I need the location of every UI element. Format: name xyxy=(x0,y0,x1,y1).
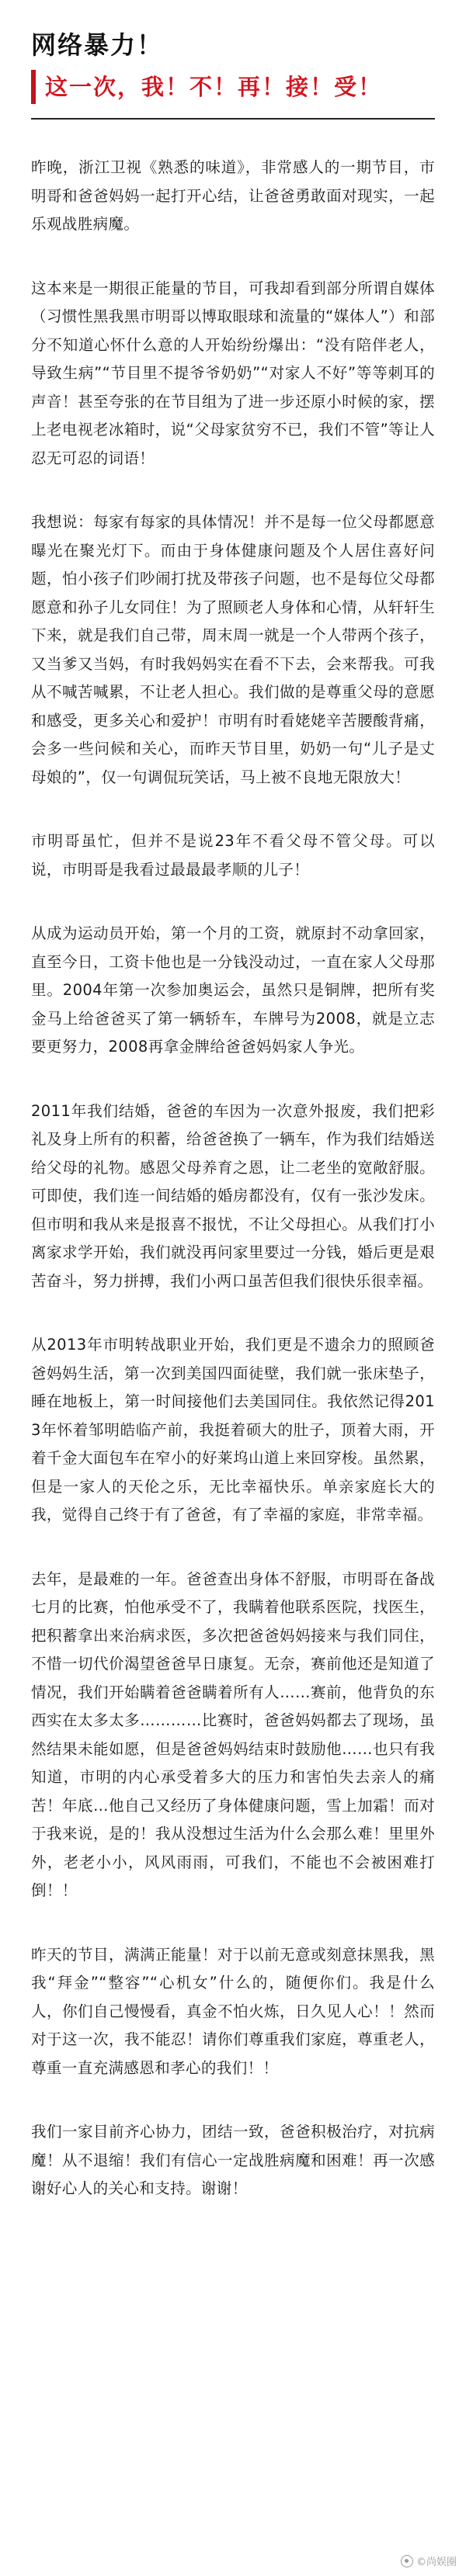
header-divider xyxy=(31,118,435,120)
article-body xyxy=(31,154,435,2203)
paragraph: 我想说：每家有每家的具体情况！并不是每一位父母都愿意曝光在聚光灯下。而由于身体健康问题及个人居住喜好问题，怕小孩子们吵闹打扰及带孩子问题，也不是每位父母都愿意和孙子儿女同住！为了照顾老人身体和心情，从轩轩生下来，就是我们自己带，周末周一就是一个人带两个孩子，又当爹又当妈，有时我妈妈实在看不下去，会来帮我。可我从不喊苦喊累，不让老人担心。我们做的是尊重父母的意愿和感受，更多关心和爱护！市明有时看姥姥辛苦腰酸背痛，会多一些问候和关心，而昨天节目里，奶奶一句“儿子是丈母娘的”，仅一句调侃玩笑话，马上被不良地无限放大！ xyxy=(31,513,435,786)
paragraph: 昨天的节目，满满正能量！对于以前无意或刻意抹黑我，黑我“拜金”“整容”“心机女”什么的，随便你们。我是什么人，你们自己慢慢看，真金不怕火炼，日久见人心！！然而对于这一次，我不能忍！请你们尊重我们家庭，尊重老人，尊重一直充满感恩和孝心的我们！！ xyxy=(31,1945,435,2077)
watermark xyxy=(401,2553,457,2568)
paragraph: 这本来是一期很正能量的节目，可我却看到部分所谓自媒体（习惯性黑我黑市明哥以博取眼球和流量的“媒体人”）和部分不知道心怀什么意的人开始纷纷爆出：“没有陪伴老人，导致生病”“节目里不提爷爷奶奶”“对家人不好”等等刺耳的声音！甚至夸张的在节目组为了进一步还原小时候的家，摆上老电视老冰箱时，说“父母家贫穷不已，我们不管”等让人忍无可忍的词语！ xyxy=(31,279,435,467)
paragraph: 我们一家目前齐心协力，团结一致，爸爸积极治疗，对抗病魔！从不退缩！我们有信心一定战胜病魔和困难！再一次感谢好心人的关心和支持。谢谢！ xyxy=(31,2123,435,2197)
watermark-text: ©尚娱圈 xyxy=(416,2557,457,2568)
article-subtitle: 这一次，我！不！再！接！受！ xyxy=(45,74,383,100)
article-header xyxy=(31,0,435,120)
paragraph: 从成为运动员开始，第一个月的工资，就原封不动拿回家，直至今日，工资卡他也是一分钱没动过，一直在家人父母那里。2004年第一次参加奥运会，虽然只是铜牌，把所有奖金马上给爸爸买了第一辆轿车，车牌号为2008，就是立志要更努力，2008再拿金牌给爸爸妈妈家人争光。 xyxy=(31,924,435,1056)
weibo-camera-icon xyxy=(401,2555,413,2567)
paragraph: 2011年我们结婚，爸爸的车因为一次意外报废，我们把彩礼及身上所有的积蓄，给爸爸换了一辆车，作为我们结婚送给父母的礼物。感恩父母养育之恩，让二老坐的宽敞舒服。可即使，我们连一间结婚的婚房都没有，仅有一张沙发床。但市明和我从来是报喜不报忧，不让父母担心。从我们打小离家求学开始，我们就没再问家里要过一分钱，婚后更是艰苦奋斗，努力拼搏，我们小两口虽苦但我们很快乐很幸福。 xyxy=(31,1101,435,1290)
paragraph: 从2013年市明转战职业开始，我们更是不遗余力的照顾爸爸妈妈生活，第一次到美国四面徒壁，我们就一张床垫子，睡在地板上，第一时间接他们去美国同住。我依然记得2013年怀着邹明皓临产前，我挺着硕大的肚子，顶着大雨，开着千金大面包车在窄小的好莱坞山道上来回穿梭。虽然累，但是一家人的天伦之乐，无比幸福快乐。单亲家庭长大的我，觉得自己终于有了爸爸，有了幸福的家庭，非常幸福。 xyxy=(31,1336,435,1524)
article-title: 网络暴力！ xyxy=(31,30,164,60)
subtitle-block xyxy=(31,70,435,104)
paragraph: 市明哥虽忙，但并不是说23年不看父母不管父母。可以说，市明哥是我看过最最最孝顺的儿子！ xyxy=(31,832,435,879)
paragraph: 去年，是最难的一年。爸爸查出身体不舒服，市明哥在备战七月的比赛，怕他承受不了，我瞒着他联系医院，找医生，把积蓄拿出来治病求医，多次把爸爸妈妈接来与我们同住，不惜一切代价渴望爸爸早日康复。无奈，赛前他还是知道了情况，我们开始瞒着爸爸瞒着所有人……赛前，他背负的东西实在太多太多…………比赛时，爸爸妈妈都去了现场，虽然结果未能如愿，但是爸爸妈妈结束时鼓励他……也只有我知道，市明的内心承受着多大的压力和害怕失去亲人的痛苦！年底…他自己又经历了身体健康问题，雪上加霜！而对于我来说，是的！我从没想过生活为什么会那么难！里里外外，老老小小，风风雨雨，可我们，不能也不会被困难打倒！！ xyxy=(31,1569,435,1899)
paragraph: 昨晚，浙江卫视《熟悉的味道》，非常感人的一期节目，市明哥和爸爸妈妈一起打开心结，让爸爸勇敢面对现实，一起乐观战胜病魔。 xyxy=(31,158,435,233)
